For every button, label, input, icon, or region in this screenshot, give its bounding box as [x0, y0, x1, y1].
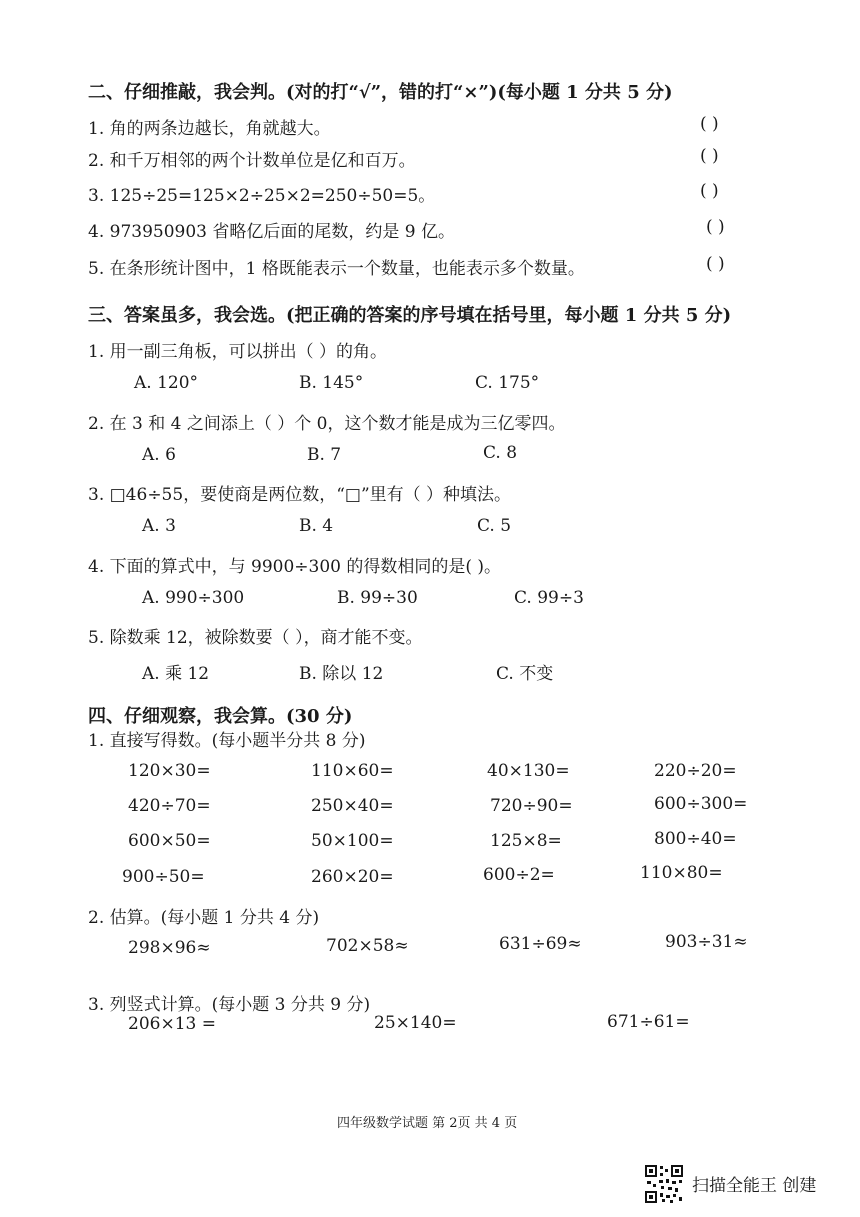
choice-2-option-c: C. 8 — [483, 443, 518, 463]
judge-item-4: 4. 973950903 省略亿后面的尾数，约是 9 亿。 — [88, 222, 455, 242]
estimate-4: 903÷31≈ — [665, 932, 748, 952]
choice-item-2: 2. 在 3 和 4 之间添上（ ）个 0，这个数才能是成为三亿零四。 — [88, 414, 566, 434]
direct-calc-r2c1: 420÷70= — [128, 796, 211, 816]
judge-item-5: 5. 在条形统计图中，1 格既能表示一个数量，也能表示多个数量。 — [88, 259, 585, 279]
choice-5-option-a: A. 乘 12 — [142, 664, 210, 684]
direct-calc-r4c2: 260×20= — [311, 867, 394, 887]
section3-title: 三、答案虽多，我会选。(把正确的答案的序号填在括号里，每小题 1 分共 5 分) — [88, 305, 732, 326]
choice-5-option-c: C. 不变 — [496, 664, 554, 684]
scanner-brand-text: 扫描全能王 创建 — [692, 1176, 817, 1196]
choice-4-option-c: C. 99÷3 — [514, 588, 584, 608]
choice-item-3: 3. □46÷55，要使商是两位数，“□”里有（ ）种填法。 — [88, 485, 512, 505]
direct-calc-r2c4: 600÷300= — [654, 794, 748, 814]
direct-calc-r3c3: 125×8= — [490, 831, 562, 851]
choice-item-1: 1. 用一副三角板，可以拼出（ ）的角。 — [88, 342, 388, 362]
direct-calc-r4c3: 600÷2= — [483, 865, 555, 885]
direct-calc-r2c2: 250×40= — [311, 796, 394, 816]
choice-1-option-c: C. 175° — [475, 373, 540, 393]
direct-calc-r1c4: 220÷20= — [654, 761, 737, 781]
direct-calc-r2c3: 720÷90= — [490, 796, 573, 816]
direct-calc-r1c1: 120×30= — [128, 761, 211, 781]
qr-code-icon — [644, 1164, 684, 1204]
judge-paren-3[interactable]: ( ) — [700, 181, 719, 201]
vertical-calc-1: 206×13 = — [128, 1014, 216, 1034]
judge-paren-5[interactable]: ( ) — [706, 254, 725, 274]
direct-calc-r3c2: 50×100= — [311, 831, 394, 851]
judge-paren-1[interactable]: ( ) — [700, 114, 719, 134]
direct-calc-r1c3: 40×130= — [487, 761, 570, 781]
direct-calc-r4c4: 110×80= — [640, 863, 723, 883]
judge-item-1: 1. 角的两条边越长，角就越大。 — [88, 119, 331, 139]
page-footer: 四年级数学试题 第 2页 共 4 页 — [337, 1116, 518, 1131]
section4-title: 四、仔细观察，我会算。(30 分) — [88, 706, 353, 727]
choice-3-option-b: B. 4 — [299, 516, 334, 536]
estimate-2: 702×58≈ — [326, 936, 409, 956]
direct-calc-r3c4: 800÷40= — [654, 829, 737, 849]
judge-paren-2[interactable]: ( ) — [700, 146, 719, 166]
choice-item-4: 4. 下面的算式中，与 9900÷300 的得数相同的是( )。 — [88, 557, 502, 577]
choice-2-option-b: B. 7 — [307, 445, 342, 465]
direct-calc-r3c1: 600×50= — [128, 831, 211, 851]
choice-1-option-a: A. 120° — [134, 373, 199, 393]
estimate-1: 298×96≈ — [128, 938, 211, 958]
vertical-calc-2: 25×140= — [374, 1013, 457, 1033]
direct-calc-r4c1: 900÷50= — [122, 867, 205, 887]
estimate-title: 2. 估算。(每小题 1 分共 4 分) — [88, 908, 320, 928]
judge-item-3: 3. 125÷25=125×2÷25×2=250÷50=5。 — [88, 186, 436, 206]
choice-1-option-b: B. 145° — [299, 373, 364, 393]
choice-4-option-a: A. 990÷300 — [142, 588, 245, 608]
choice-item-5: 5. 除数乘 12，被除数要（ ），商才能不变。 — [88, 628, 423, 648]
vertical-calc-title: 3. 列竖式计算。(每小题 3 分共 9 分) — [88, 995, 371, 1015]
estimate-3: 631÷69≈ — [499, 934, 582, 954]
vertical-calc-3: 671÷61= — [607, 1012, 690, 1032]
choice-4-option-b: B. 99÷30 — [337, 588, 418, 608]
direct-calc-title: 1. 直接写得数。(每小题半分共 8 分) — [88, 731, 366, 751]
section2-title: 二、仔细推敲，我会判。(对的打“√”，错的打“×”)(每小题 1 分共 5 分) — [88, 82, 673, 103]
direct-calc-r1c2: 110×60= — [311, 761, 394, 781]
choice-3-option-a: A. 3 — [142, 516, 176, 536]
choice-5-option-b: B. 除以 12 — [299, 664, 384, 684]
choice-2-option-a: A. 6 — [142, 445, 176, 465]
choice-3-option-c: C. 5 — [477, 516, 512, 536]
judge-paren-4[interactable]: ( ) — [706, 217, 725, 237]
judge-item-2: 2. 和千万相邻的两个计数单位是亿和百万。 — [88, 151, 416, 171]
